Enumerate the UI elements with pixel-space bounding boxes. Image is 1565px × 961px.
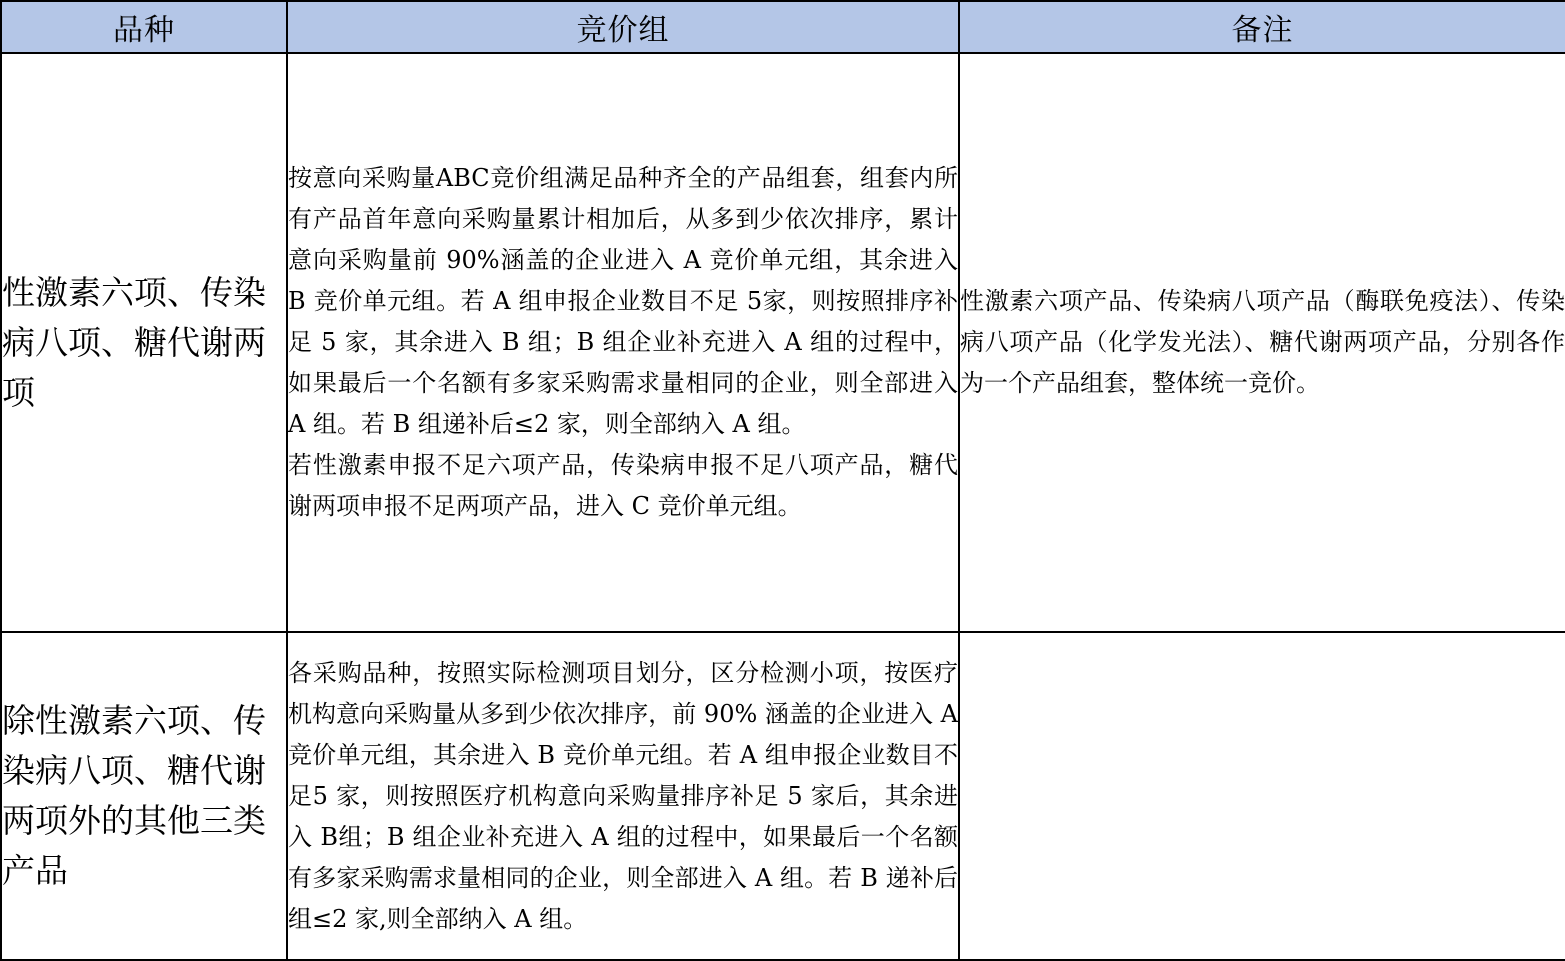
bidding-group-paragraph: 按意向采购量ABC竞价组满足品种齐全的产品组套，组套内所有产品首年意向采购量累计相加后，从多到少依次排序，累计意向采购量前 90%涵盖的企业进入 A 竞价单元组，其余进入 B 竞价单元组。若 A 组申报企业数目不足 5家，则按照排序补足 5 家，其余进入 B 组；B 组企业补充进入 A 组的过程中，如果最后一个名额有多家采购需求量相同的企业，则全部进入 A 组。若 B 组递补后≤2 家，则全部纳入 A 组。 bbox=[288, 164, 958, 438]
header-bidding-group: 竞价组 bbox=[287, 1, 959, 53]
header-remark: 备注 bbox=[959, 1, 1565, 53]
bidding-group-paragraph: 各采购品种，按照实际检测项目划分，区分检测小项，按医疗机构意向采购量从多到少依次排序，前 90% 涵盖的企业进入 A竞价单元组，其余进入 B 竞价单元组。若 A 组申报企业数目不足5 家，则按照医疗机构意向采购量排序补足 5 家后，其余进入 B组；B 组企业补充进入 A 组的过程中，如果最后一个名额有多家采购需求量相同的企业，则全部进入 A 组。若 B 递补后组≤2 家,则全部纳入 A 组。 bbox=[288, 658, 958, 933]
variety-cell: 除性激素六项、传染病八项、糖代谢两项外的其他三类产品 bbox=[1, 632, 287, 960]
remark-cell: 性激素六项产品、传染病八项产品（酶联免疫法）、传染病八项产品（化学发光法）、糖代谢两项产品，分别各作为一个产品组套，整体统一竞价。 bbox=[959, 53, 1565, 632]
bidding-group-paragraph: 若性激素申报不足六项产品，传染病申报不足八项产品，糖代谢两项申报不足两项产品，进入 C 竞价单元组。 bbox=[288, 451, 958, 520]
bidding-group-cell bbox=[287, 53, 959, 632]
table-row bbox=[1, 632, 1565, 960]
bidding-group-cell bbox=[287, 632, 959, 960]
remark-cell bbox=[959, 632, 1565, 960]
variety-cell: 性激素六项、传染病八项、糖代谢两项 bbox=[1, 53, 287, 632]
table-row bbox=[1, 53, 1565, 632]
table-header-row bbox=[1, 1, 1565, 53]
header-variety: 品种 bbox=[1, 1, 287, 53]
